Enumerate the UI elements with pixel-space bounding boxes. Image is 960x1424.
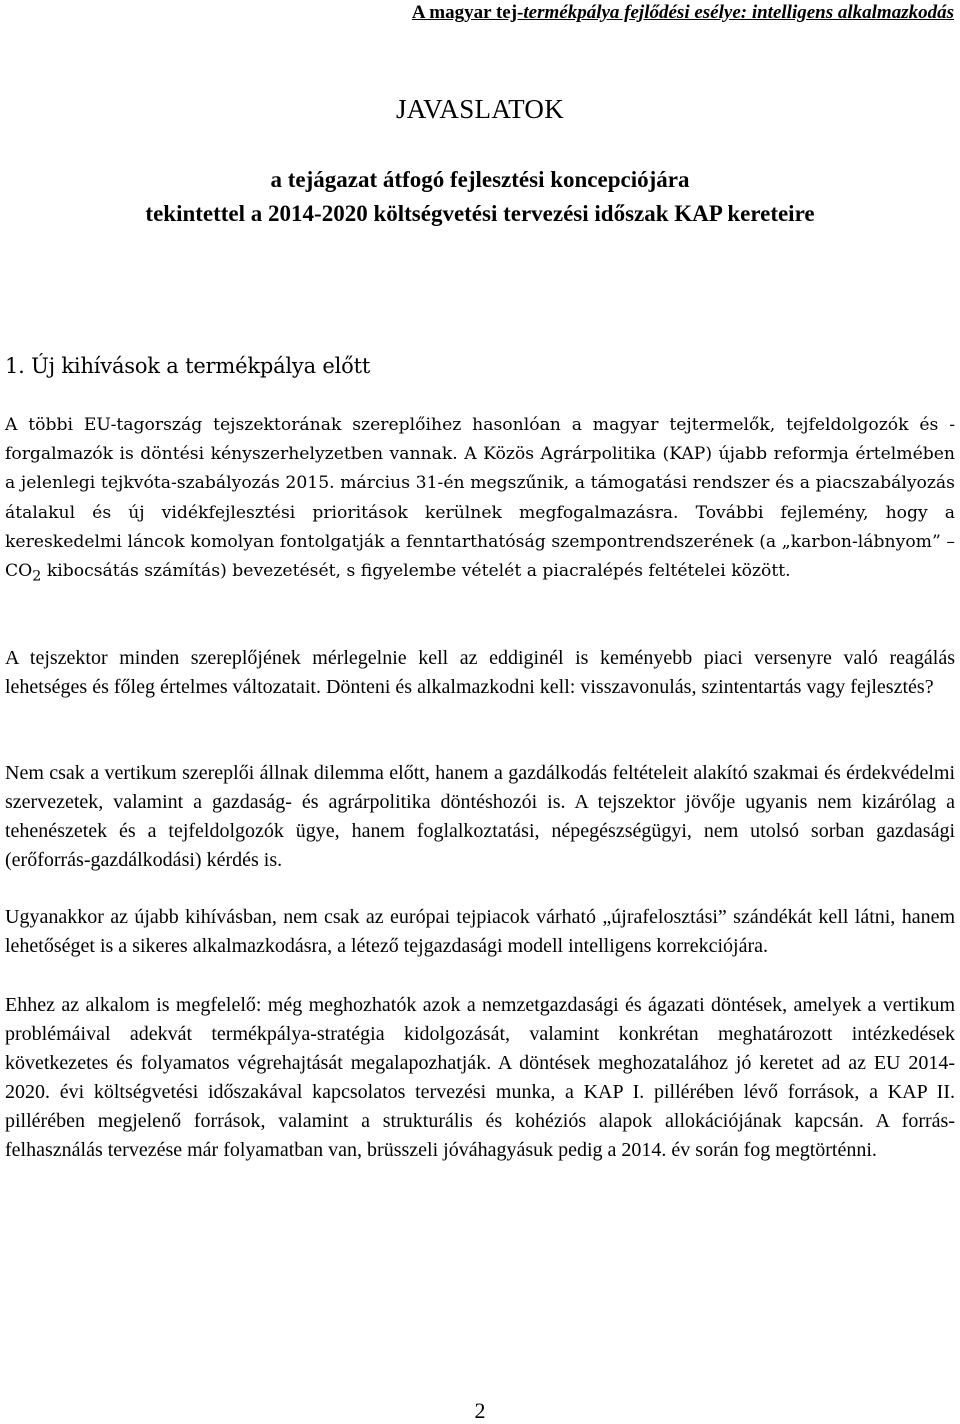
document-title: JAVASLATOK [395,94,565,124]
running-header-part1: A magyar tej- [411,2,524,23]
paragraph-4: Ugyanakkor az újabb kihívásban, nem csak az európai tejpiacok várható „újrafelosztási” szándékát kell látni, hanem lehetőséget is a sikeres alkalmazkodásra, a létező tejgazdasági modell intelligens korrekciójára. [5,906,955,957]
document-subtitle-line1: a tejágazat átfogó fejlesztési koncepciójára [270,167,690,192]
running-header [412,2,954,24]
page-number: 2 [474,1398,486,1423]
paragraph-1 [5,411,955,592]
paragraph-1-tail: kibocsátás számítás) bevezetését, s figyelembe vételét a piacralépés feltételei között. [41,561,791,582]
co2-subscript: 2 [32,568,42,585]
paragraph-3: Nem csak a vertikum szereplői állnak dilemma előtt, hanem a gazdálkodás feltételeit alakító szakmai és érdekvédelmi szervezetek, valamint a gazdaság- és agrárpolitika döntéshozói is. A tejszektor jövője ugyanis nem kizárólag a tehenészetek és a tejfeldolgozók ügye, hanem foglalkoztatási, népegészségügyi, nem utolsó sorban gazdasági (erőforrás-gazdálkodási) kérdés is. [5,762,955,871]
running-header-part2: termékpálya fejlődési esélye: intelligens alkalmazkodás [523,2,954,23]
paragraph-2: A tejszektor minden szereplőjének mérlegelnie kell az eddiginél is keményebb piaci versenyre való reagálás lehetséges és főleg értelmes változatait. Dönteni és alkalmazkodni kell: visszavonulás, szintentartás vagy fejlesztés? [5,647,955,698]
document-subtitle-line2: tekintettel a 2014-2020 költségvetési tervezési időszak KAP kereteire [145,201,815,226]
paragraph-1-text: A többi EU-tagország tejszektorának szereplőihez hasonlóan a magyar tejtermelők, tejfeldolgozók és -forgalmazók is döntési kényszerhelyzetben vannak. A Közös Agrárpolitika (KAP) újabb reformja értelmében a jelenlegi tejkvóta-szabályozás 2015. március 31-én megszűnik, a támogatási rendszer és a piacszabályozás átalakul és új vidékfejlesztési prioritások kerülnek megfogalmazásra. További fejlemény, hogy a kereskedelmi láncok komolyan fontolgatják a fenntarthatóság szempontrendszerének (a „karbon-lábnyom” – CO [5,415,955,582]
paragraph-5: Ehhez az alkalom is megfelelő: még meghozhatók azok a nemzetgazdasági és ágazati döntések, amelyek a vertikum problémáival adekvát termékpálya-stratégia kidolgozását, valamint konkrétan meghatározott intézkedések következetes és folyamatos végrehajtását megalapozhatják. A döntések meghozatalához jó keretet ad az EU 2014-2020. évi költségvetési időszakával kapcsolatos tervezési munka, a KAP I. pillérében lévő források, a KAP II. pillérében megjelenő források, valamint a strukturális és kohéziós alapok allokációjának kapcsán. A forrás-felhasználás tervezése már folyamatban van, brüsszeli jóváhagyásuk pedig a 2014. év során fog megtörténni. [5,994,955,1161]
section-heading: 1. Új kihívások a termékpálya előtt [5,354,371,378]
